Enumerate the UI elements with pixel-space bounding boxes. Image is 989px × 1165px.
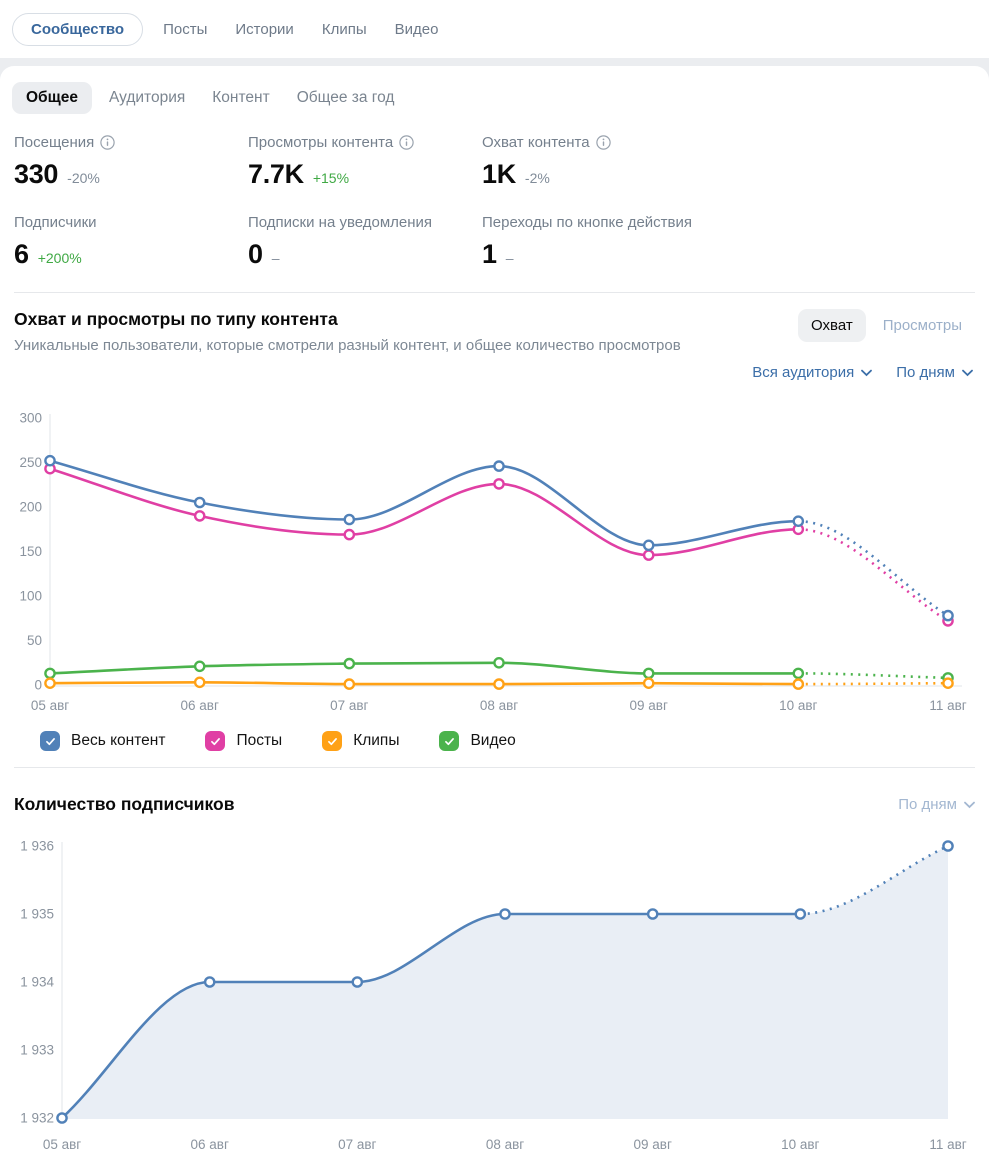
toggle-reach[interactable]: Охват [798,309,866,342]
stat-content-views-label: Просмотры контента [248,134,394,151]
legend-label: Видео [470,732,516,749]
svg-text:05 авг: 05 авг [42,1137,82,1152]
reach-section-header [0,293,989,354]
svg-text:1 934: 1 934 [20,974,54,990]
subscribers-chart [14,837,975,1159]
legend-label: Клипы [353,732,400,749]
tab-audience[interactable]: Аудитория [108,89,186,106]
stat-subscribers-delta: +200% [37,250,82,266]
info-icon[interactable] [399,135,414,150]
svg-text:11 авг: 11 авг [929,698,967,713]
svg-text:300: 300 [19,410,42,426]
stat-notification-subscriptions-value: 0 [248,239,263,269]
svg-text:06 авг: 06 авг [180,698,219,713]
info-icon[interactable] [596,135,611,150]
subscribers-period-dropdown[interactable] [898,796,975,813]
reach-section-title: Охват и просмотры по типу контента [14,309,338,329]
subscribers-period-label: По дням [898,796,957,813]
stat-subscribers [14,214,248,268]
svg-text:1 935: 1 935 [20,906,54,922]
svg-text:06 авг: 06 авг [190,1137,229,1152]
svg-text:09 авг: 09 авг [633,1137,672,1152]
stat-notification-subscriptions [248,214,482,268]
stat-action-button-clicks-value: 1 [482,239,497,269]
stat-visits-delta: -20% [67,170,100,186]
legend-item-posts[interactable] [205,731,282,751]
stat-content-reach-label: Охват контента [482,134,590,151]
reach-chart-filters [0,354,989,381]
stat-content-reach-delta: -2% [524,170,550,186]
svg-text:100: 100 [19,588,42,604]
legend-item-clips[interactable] [322,731,399,751]
top-navigation [0,0,989,58]
legend-label: Весь контент [71,732,166,749]
svg-text:200: 200 [19,499,42,515]
stat-action-button-clicks-label: Переходы по кнопке действия [482,214,693,231]
svg-text:09 авг: 09 авг [629,698,668,713]
chevron-down-icon [962,369,973,377]
stat-action-button-clicks-delta: – [505,250,514,266]
svg-text:11 авг: 11 авг [929,1137,967,1152]
period-filter-label: По дням [896,364,955,381]
toggle-views[interactable]: Просмотры [882,317,962,334]
period-filter-dropdown[interactable] [896,364,973,381]
nav-tab-posts[interactable]: Посты [163,20,208,38]
stat-content-views-value: 7.7K [248,159,304,189]
subscribers-section-title: Количество подписчиков [14,794,235,814]
audience-filter-dropdown[interactable] [752,364,872,381]
stat-visits-label: Посещения [14,134,95,151]
reach-chart [14,407,975,719]
nav-tab-video[interactable]: Видео [394,20,439,38]
stat-notification-subscriptions-label: Подписки на уведомления [248,214,433,231]
stat-visits-value: 330 [14,159,59,189]
stat-subscribers-value: 6 [14,239,29,269]
checkbox-checked-icon [40,731,60,751]
svg-text:0: 0 [34,677,42,693]
stats-tabs [0,66,989,114]
background-gap [0,58,989,66]
stat-content-reach [482,134,975,188]
stat-content-views-delta: +15% [312,170,350,186]
info-icon[interactable] [100,135,115,150]
svg-text:1 936: 1 936 [20,838,54,854]
stat-content-views [248,134,482,188]
stat-visits [14,134,248,188]
svg-text:08 авг: 08 авг [479,698,519,713]
svg-text:1 932: 1 932 [20,1110,54,1126]
stat-action-button-clicks [482,214,975,268]
svg-text:08 авг: 08 авг [485,1137,525,1152]
legend-label: Посты [236,732,283,749]
nav-tab-community[interactable]: Сообщество [12,13,143,46]
subscribers-section-header [0,768,989,815]
checkbox-checked-icon [205,731,225,751]
tab-general[interactable]: Общее [12,82,92,114]
nav-tab-clips[interactable]: Клипы [321,20,367,38]
svg-text:150: 150 [19,544,42,559]
svg-text:07 авг: 07 авг [338,1137,377,1152]
svg-text:05 авг: 05 авг [30,698,70,713]
chevron-down-icon [861,369,872,377]
tab-content[interactable]: Контент [212,89,270,106]
legend-item-video[interactable] [439,731,515,751]
audience-filter-label: Вся аудитория [752,364,855,381]
stats-card [0,66,989,1165]
svg-text:10 авг: 10 авг [781,1137,820,1152]
svg-text:250: 250 [19,455,42,470]
chevron-down-icon [964,801,975,809]
svg-text:07 авг: 07 авг [330,698,369,713]
reach-section-subtitle: Уникальные пользователи, которые смотрели разный контент, и общее количество просмотров [14,337,681,354]
stat-notification-subscriptions-delta: – [271,250,280,266]
reach-views-toggle [798,309,975,342]
checkbox-checked-icon [322,731,342,751]
svg-text:10 авг: 10 авг [779,698,818,713]
stat-subscribers-label: Подписчики [14,214,97,231]
legend-item-all-content[interactable] [40,731,165,751]
tab-yearly[interactable]: Общее за год [296,89,395,106]
nav-tab-stories[interactable]: Истории [235,20,294,38]
reach-chart-legend [0,719,989,767]
svg-text:1 933: 1 933 [20,1042,54,1058]
stat-content-reach-value: 1K [482,159,516,189]
svg-text:50: 50 [26,633,42,648]
checkbox-checked-icon [439,731,459,751]
stats-grid [0,114,989,268]
